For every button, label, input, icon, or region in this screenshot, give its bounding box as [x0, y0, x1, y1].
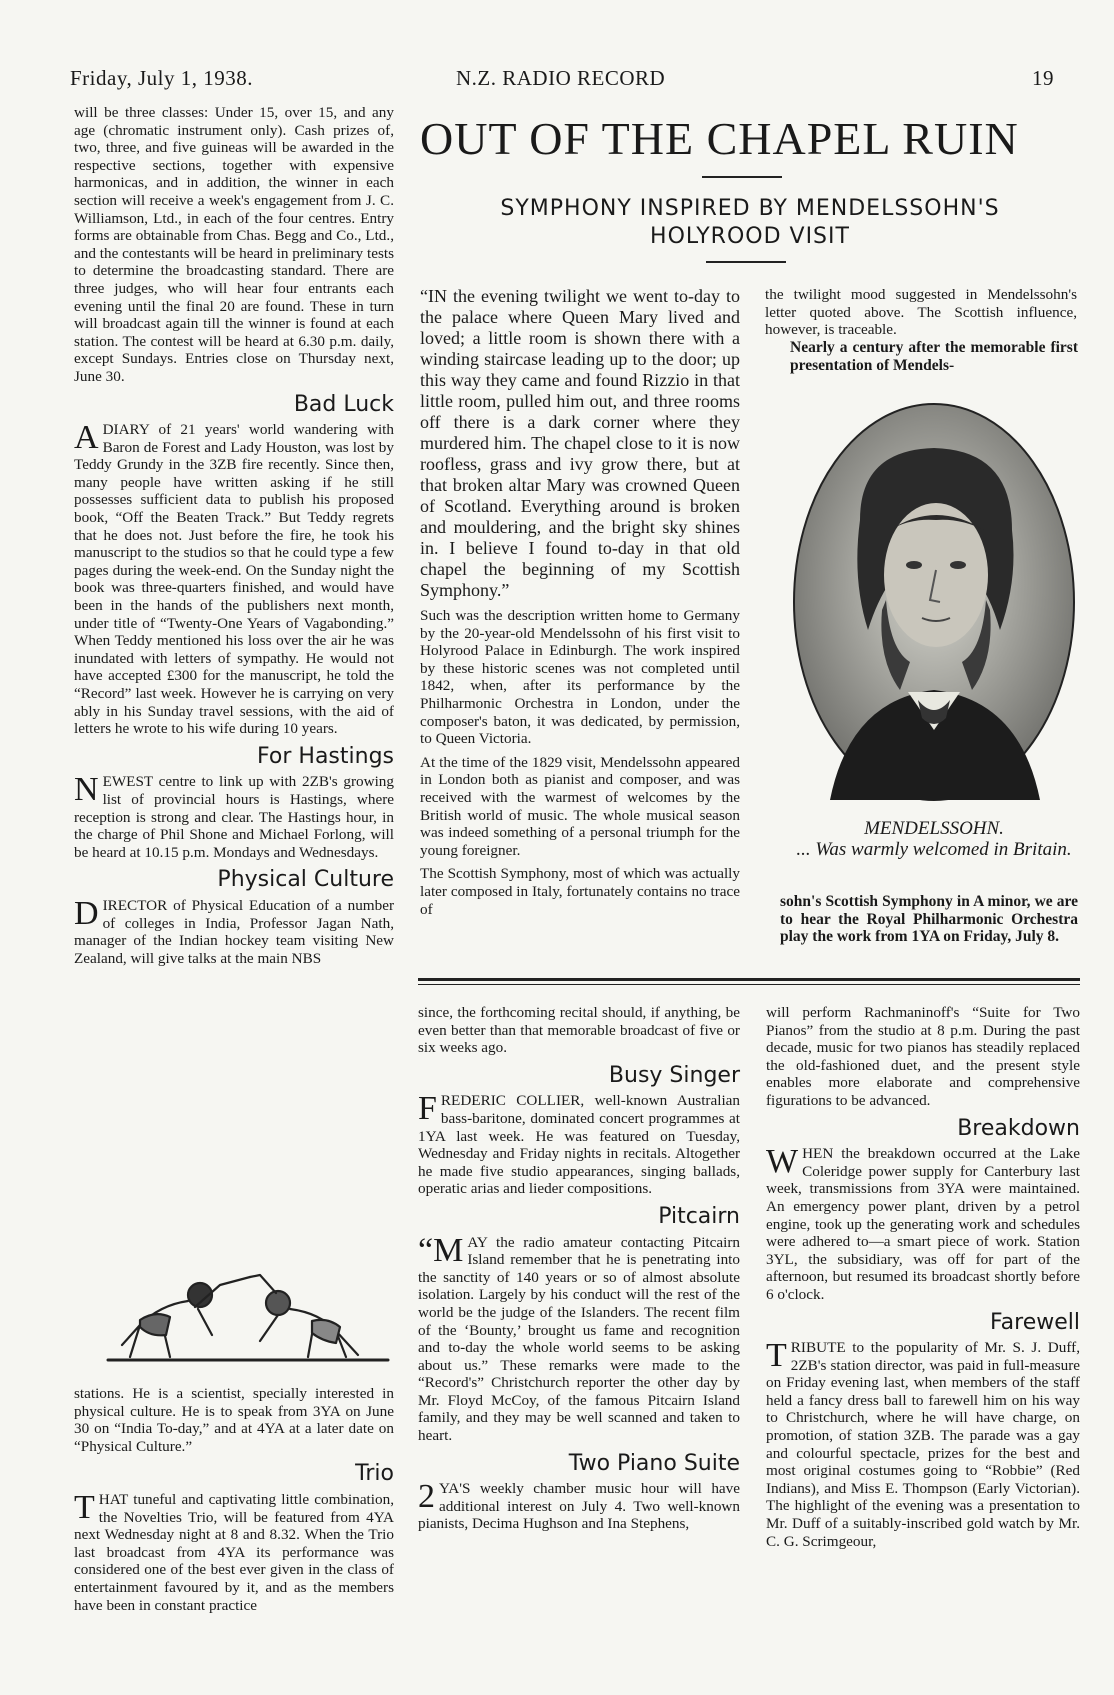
header-date: Friday, July 1, 1938. — [70, 66, 253, 90]
trio-text-continued: since, the forthcoming recital should, if anything, be even better than that memorable broadcast of five or six weeks ago. — [418, 1004, 740, 1057]
left-column-continued — [74, 1385, 394, 1620]
article-column-right — [765, 286, 1077, 345]
masthead: N.Z. RADIO RECORD — [456, 66, 666, 90]
section-divider — [418, 978, 1080, 981]
broadcast-note-end: sohn's Scottish Symphony in A minor, we are to hear the Royal Philharmonic Orchestra play the work from 1YA on Friday, July 8. — [780, 893, 1078, 946]
middle-column — [418, 1004, 740, 1539]
bad-luck-heading: Bad Luck — [293, 391, 394, 417]
article-title: OUT OF THE CHAPEL RUIN — [420, 113, 1019, 164]
section-divider-thin — [418, 984, 1080, 985]
dropcap: D — [74, 894, 99, 932]
dropcap: 2 — [418, 1478, 435, 1516]
mendelssohn-portrait — [790, 400, 1078, 805]
physical-culture-text: IRECTOR of Physical Education of a number of colleges in India, Professor Jagan Nath, manager of the Indian hockey team visiting New Zealand, will give talks at the main NBS — [74, 896, 394, 967]
trio-heading: Trio — [355, 1461, 394, 1487]
pitcairn-heading: Pitcairn — [658, 1203, 740, 1229]
hastings-text: EWEST centre to link up with 2ZB's growing list of provincial hours is Hastings, where reception is strong and clear. The Hastings hour, in the charge of Phil Shone and Michael Forlong, will be heard at 10.15 p.m. Mondays and Wednesdays. — [74, 773, 394, 861]
dropcap: F — [418, 1090, 437, 1128]
breakdown-text: HEN the breakdown occurred at the Lake Coleridge power supply for Canterbury last week, transmissions from 3YA were maintained. An emergency power plant, driven by a petrol engine, took up the generating work and schedules were adhered to—a smart piece of work. Station 3YL, the subsidiary, was off for part of the afternoon, but resumed its broadcast shortly before 6 o'clock. — [766, 1145, 1080, 1303]
dropcap: W — [766, 1143, 799, 1181]
dropcap: A — [74, 419, 99, 457]
article-paragraph: The Scottish Symphony, most of which was actually later composed in Italy, fortunately contains no trace of — [420, 865, 740, 918]
page-number: 19 — [1032, 66, 1054, 90]
left-column — [74, 104, 394, 973]
farewell-heading: Farewell — [990, 1309, 1080, 1335]
caption-name: MENDELSSOHN. — [864, 818, 1004, 839]
farewell-text: RIBUTE to the popularity of Mr. S. J. Duff, 2ZB's station director, was paid in full-measure on Friday evening last, when members of the staff held a fancy dress ball to farewell him on his way to Christchurch, where he will have charge, on promotion, of station 3ZB. The parade was a gay and colourful spectacle, prizes for the best and most original costumes going to “Robbie” (Red Indians), and Miss E. Thompson (Early Victorian). The highlight of the evening was a presentation to Mr. Duff of a suitably-inscribed gold watch by Mr. C. G. Scrimgeour, — [766, 1339, 1080, 1550]
busy-singer-text: REDERIC COLLIER, well-known Australian bass-baritone, dominated concert programmes at 1YA last week. He was featured on Tuesday, Wednesday and Friday nights in recitals. Altogether he made five studio appearances, singing ballads, operatic arias and lieder compositions. — [418, 1092, 740, 1198]
article-subtitle: SYMPHONY INSPIRED BY MENDELSSOHN'S HOLYROOD VISIT — [500, 196, 1000, 249]
two-piano-text-continued: will perform Rachmaninoff's “Suite for Two Pianos” from the studio at 8 p.m. During the past decade, music for two pianos has steadily replaced the old-fashioned duet, and the present style enables more elaborate and comprehensive figurations to be advanced. — [766, 1004, 1080, 1109]
wrestlers-illustration — [100, 1265, 396, 1365]
dropcap: T — [766, 1337, 787, 1375]
harmonica-contest-text: will be three classes: Under 15, over 15, and any age (chromatic instrument only). Cash prizes of, two, three, and five guineas will be awarded in the respective sections, together with expensive harmonicas, and in addition, the winner in each section will receive a week's engagement from J. C. Williamson, Ltd., in each of the four centres. Entry forms are obtainable from Chas. Begg and Co., Ltd., and the contestants will be heard in preliminary tests to determine the broadcasting standard. There are three judges, who will hear four entrants each evening until the final 20 are found. These in turn will broadcast again till the winner is found at each station. The contest will be heard at 6.30 p.m. daily, except Sundays. Entries close on Thursday next, June 30. — [74, 104, 394, 385]
subtitle-rule — [706, 261, 786, 263]
article-lead-quote: “IN the evening twilight we went to-day to the palace where Queen Mary lived and loved; a little room is shown there with a winding staircase leading up to the door; up this way they came and found Rizzio in that little room, pulled him out, and three rooms off there is a dark corner where they murdered him. The chapel close to it is now roofless, grass and ivy grow there, but at that broken altar Mary was crowned Queen of Scotland. Everything around is broken and mouldering, and the bright sky shines in. I believe I found to-day in that old chapel the beginning of my Scottish Symphony.” — [420, 286, 740, 600]
busy-singer-heading: Busy Singer — [608, 1062, 740, 1088]
physical-culture-text-continued: stations. He is a scientist, specially interested in physical culture. He is to speak from 3YA on June 30 on “India To-day,” and at 4YA at a later date on “Physical Culture.” — [74, 1385, 394, 1455]
portrait-caption — [790, 818, 1078, 860]
trio-text: HAT tuneful and captivating little combination, the Novelties Trio, will be featured from 4YA next Wednesday night at 8 and 8.32. When the Trio last broadcast from 4YA its performance was considered one of the best ever given in the class of entertainment favoured by it, and as the members have been in constant practice — [74, 1490, 394, 1614]
pitcairn-text: AY the radio amateur contacting Pitcairn Island remember that he is penetrating into the sanctity of 140 years or so of almost absolute isolation. Largely by his conduct will the rest of the world be the judge of the Islanders. The recent film of the ‘Bounty,’ brought us fame and recognition and to-day the whole world seems to be asking about us.” These remarks were made to the “Record's” Christchurch reporter the other day by Mr. Floyd McCoy, of the famous Pitcairn Island family, and they may be well scanned and taken to heart. — [418, 1233, 740, 1445]
caption-text: ... Was warmly welcomed in Britain. — [796, 839, 1072, 860]
two-piano-text: YA'S weekly chamber music hour will have additional interest on July 4. Two well-known pianists, Decima Hughson and Ina Stephens, — [418, 1480, 740, 1533]
article-column — [420, 286, 740, 924]
breakdown-heading: Breakdown — [957, 1115, 1080, 1141]
article-paragraph: At the time of the 1829 visit, Mendelssohn appeared in London both as pianist and composer, and was received with the warmest of welcomes by the British world of music. The whole musical season was indeed something of a personal triumph for the young foreigner. — [420, 753, 740, 859]
two-piano-suite-heading: Two Piano Suite — [568, 1450, 740, 1476]
dropcap: N — [74, 771, 99, 809]
physical-culture-heading: Physical Culture — [217, 867, 394, 893]
right-column — [766, 1004, 1080, 1556]
broadcast-note-start: Nearly a century after the memorable first presentation of Mendels- — [790, 339, 1078, 374]
bad-luck-text: DIARY of 21 years' world wandering with Baron de Forest and Lady Houston, was lost by Teddy Grundy in the 3ZB fire recently. Since then, many people have written asking if he still possesses sufficient data to publish his proposed book, “Off the Beaten Track.” But Teddy regrets that he does not. Just before the fire, he took his manuscript to the studios so that he could type a few pages during the week-end. On the Sunday night the book was three-quarters finished, and would have been in the hands of the publishers next month, under title of “Twenty-One Years of Vagabonding.” When Teddy mentioned his loss over the air he was inundated with letters of sympathy. He would not have accepted £300 for the manuscript, he told the “Record” last week. However he is carrying on very ably in his Sunday travel sessions, with the aid of letters he wrote to his wife during 10 years. — [74, 421, 394, 738]
article-paragraph: Such was the description written home to Germany by the 20-year-old Mendelssohn of his first visit to Holyrood Palace in Edinburgh. The work inspired by these historic scenes was not completed until 1842, when, after its performance by the Philharmonic Orchestra in London, under the composer's baton, it was dedicated, by permission, to Queen Victoria. — [420, 607, 740, 748]
dropcap: T — [74, 1488, 95, 1526]
article-paragraph: the twilight mood suggested in Mendelssohn's letter quoted above. The Scottish influence, however, is traceable. — [765, 286, 1077, 339]
dropcap: “M — [418, 1231, 464, 1269]
for-hastings-heading: For Hastings — [257, 743, 394, 769]
title-rule — [702, 176, 782, 178]
